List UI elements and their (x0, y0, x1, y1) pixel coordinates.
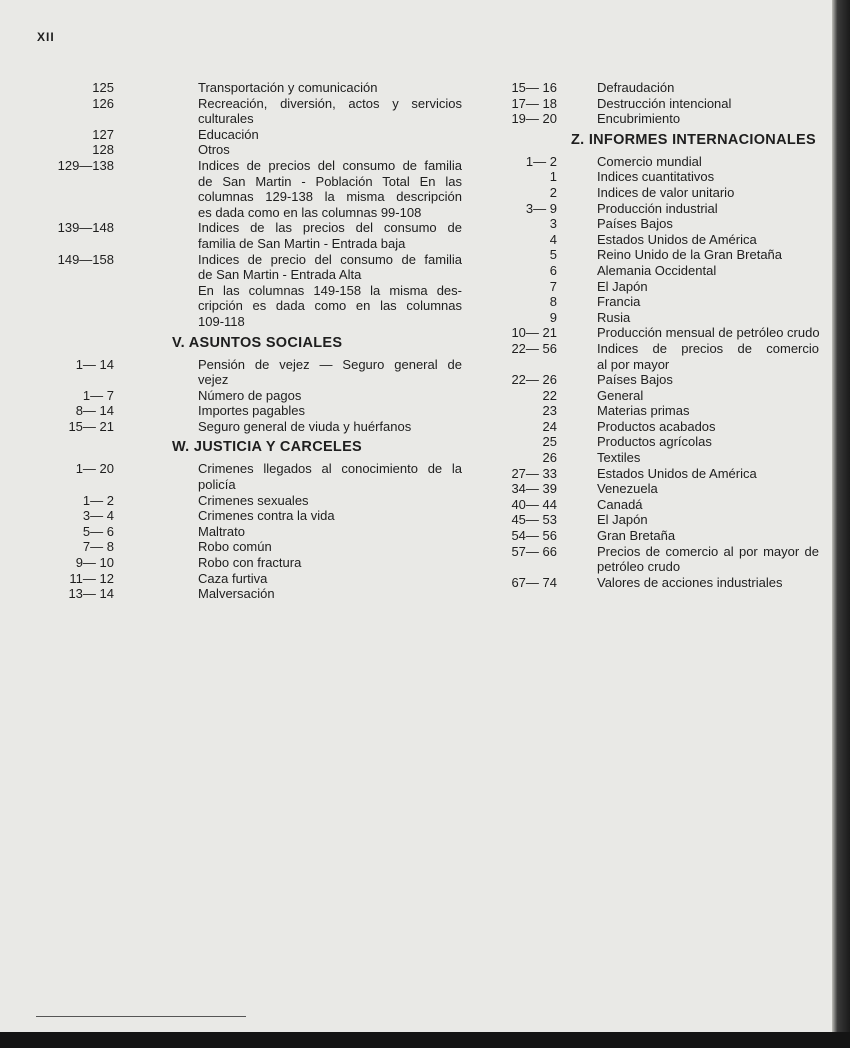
description-line: Otros (198, 142, 230, 158)
entry-description (198, 357, 462, 388)
entry-description (597, 247, 819, 263)
index-entry (40, 461, 462, 492)
column-range: 1 (549, 169, 557, 185)
description-line: En las columnas 149-158 la misma des- (198, 282, 462, 298)
description-line: cripción es dada como en las columnas (198, 298, 462, 314)
column-range: 57— 66 (511, 543, 557, 559)
entry-description (597, 185, 819, 201)
index-entry (500, 216, 819, 232)
entry-description (597, 310, 819, 326)
index-entry (40, 127, 462, 143)
entry-description (198, 508, 462, 524)
column-range: 10— 21 (511, 325, 557, 341)
description-line: Defraudación (597, 80, 675, 95)
column-range: 3— 9 (525, 200, 557, 216)
description-line: Francia (597, 294, 641, 310)
column-range: 8 (549, 294, 557, 310)
section-heading: V. ASUNTOS SOCIALES (172, 334, 343, 351)
description-line: Robo con fractura (198, 555, 302, 571)
column-range: 139—148 (57, 220, 114, 236)
description-line: al por mayor (597, 356, 670, 372)
description-line: Productos acabados (597, 418, 716, 434)
index-entry (500, 294, 819, 310)
entry-description (597, 96, 819, 112)
column-range: 1— 14 (75, 356, 114, 372)
index-entry (500, 111, 819, 127)
entry-description (597, 294, 819, 310)
entry-description (597, 80, 819, 96)
column-range: 3— 4 (82, 508, 114, 524)
entry-description (597, 201, 819, 217)
description-line: Indices de precios del consumo de familia (198, 157, 462, 173)
column-range: 128 (92, 142, 114, 158)
entry-description (198, 80, 462, 96)
column-range: 22— 56 (511, 340, 557, 356)
description-line: familia de San Martin - Entrada baja (198, 235, 406, 251)
column-range: 6 (549, 262, 557, 278)
entry-description (198, 127, 462, 143)
description-line: Crimenes contra la vida (198, 508, 335, 524)
index-column-right (500, 80, 819, 590)
index-entry (500, 466, 819, 482)
entry-description (597, 481, 819, 497)
description-line: Indices de precios de comercio (597, 340, 819, 356)
entry-description (597, 154, 819, 170)
description-line: Materias primas (597, 403, 690, 419)
description-line: columnas 129-138 la misma descripción (198, 189, 462, 205)
column-range: 2 (549, 184, 557, 200)
index-entry (40, 220, 462, 251)
index-entry (500, 388, 819, 404)
column-range: 22— 26 (511, 372, 557, 388)
description-line: Destrucción intencional (597, 95, 732, 111)
column-range: 23 (542, 403, 557, 419)
description-line: Productos agrícolas (597, 434, 712, 450)
scan-bottom-band (0, 1032, 850, 1048)
description-line: Estados Unidos de América (597, 465, 757, 481)
index-entry (500, 185, 819, 201)
description-line: Canadá (597, 496, 643, 512)
entry-description (597, 325, 819, 341)
entry-description (597, 169, 819, 185)
column-range: 129—138 (57, 157, 114, 173)
entry-description (597, 232, 819, 248)
description-line: Gran Bretaña (597, 528, 676, 544)
entry-description (597, 388, 819, 404)
entry-description (198, 571, 462, 587)
description-line: Producción industrial (597, 200, 718, 216)
description-line: Textiles (597, 450, 641, 466)
column-range: 1— 7 (82, 387, 114, 403)
column-range: 11— 12 (69, 570, 114, 586)
description-line: Indices de valor unitario (597, 184, 735, 200)
entry-description (597, 497, 819, 513)
column-range: 15— 16 (511, 80, 557, 95)
column-range: 22 (542, 387, 557, 403)
description-line: Comercio mundial (597, 153, 702, 169)
index-entry (500, 341, 819, 372)
page-edge-shadow (832, 0, 850, 1048)
description-line: Malversación (198, 586, 275, 602)
description-line: Pensión de vejez — Seguro general de (198, 356, 462, 372)
column-range: 125 (92, 80, 114, 95)
description-line: El Japón (597, 512, 648, 528)
description-line: petróleo crudo (597, 559, 681, 575)
description-line: Educación (198, 126, 259, 142)
column-range: 40— 44 (511, 496, 557, 512)
index-entry (500, 169, 819, 185)
index-entry (500, 310, 819, 326)
index-entry (500, 497, 819, 513)
description-line: de San Martin - Entrada Alta (198, 267, 362, 283)
column-range: 45— 53 (511, 512, 557, 528)
entry-description (597, 466, 819, 482)
column-range: 8— 14 (75, 403, 114, 419)
entry-description (198, 586, 462, 602)
index-entry (40, 357, 462, 388)
entry-description (597, 372, 819, 388)
entry-description (597, 419, 819, 435)
description-line: Caza furtiva (198, 570, 268, 586)
index-entry (40, 571, 462, 587)
description-line: Importes pagables (198, 403, 305, 419)
column-range: 7 (549, 278, 557, 294)
index-entry (500, 154, 819, 170)
description-line: culturales (198, 111, 254, 127)
index-entry (40, 158, 462, 220)
column-range: 127 (92, 126, 114, 142)
description-line: El Japón (597, 278, 648, 294)
entry-description (597, 544, 819, 575)
description-line: policía (198, 477, 236, 493)
entry-description (597, 450, 819, 466)
description-line: Producción mensual de petróleo crudo (597, 325, 820, 341)
index-entry (500, 434, 819, 450)
index-entry (40, 96, 462, 127)
description-line: 109-118 (198, 313, 245, 329)
column-range: 13— 14 (68, 586, 114, 602)
column-range: 7— 8 (82, 539, 114, 555)
description-line: Recreación, diversión, actos y servicios (198, 95, 462, 111)
index-entry (40, 403, 462, 419)
description-line: Valores de acciones industriales (597, 574, 783, 590)
entry-description (198, 461, 462, 492)
index-entry (500, 528, 819, 544)
footer-rule (36, 1016, 246, 1017)
index-column-left (40, 80, 462, 602)
column-range: 19— 20 (511, 111, 557, 127)
entry-description (198, 96, 462, 127)
entry-description (597, 575, 819, 591)
section-heading: Z. INFORMES INTERNACIONALES (571, 131, 816, 148)
entry-description (597, 434, 819, 450)
entry-description (198, 388, 462, 404)
column-range: 149—158 (57, 251, 114, 267)
description-line: Crimenes sexuales (198, 492, 309, 508)
index-entry (500, 279, 819, 295)
column-range (40, 283, 114, 330)
entry-description (198, 283, 462, 330)
index-entry (40, 493, 462, 509)
column-range: 17— 18 (511, 95, 557, 111)
description-line: Países Bajos (597, 216, 673, 232)
description-line: Crimenes llegados al conocimiento de la (198, 461, 462, 477)
column-range: 126 (92, 95, 114, 111)
entry-description (198, 252, 462, 283)
index-entry (500, 450, 819, 466)
description-line: Venezuela (597, 481, 658, 497)
entry-description (597, 111, 819, 127)
column-range: 1— 2 (82, 492, 114, 508)
entry-description (198, 220, 462, 251)
index-entry (500, 575, 819, 591)
entry-description (198, 403, 462, 419)
index-entry (500, 96, 819, 112)
column-range: 15— 21 (68, 418, 114, 434)
description-line: Maltrato (198, 523, 245, 539)
index-entry (500, 201, 819, 217)
index-entry (500, 419, 819, 435)
column-range: 9— 10 (75, 555, 114, 571)
description-line: Reino Unido de la Gran Bretaña (597, 247, 783, 263)
index-entry (40, 539, 462, 555)
description-line: Indices de precio del consumo de familia (198, 251, 462, 267)
column-range: 4 (549, 231, 557, 247)
entry-description (597, 263, 819, 279)
description-line: Robo común (198, 539, 272, 555)
column-range: 54— 56 (511, 528, 557, 544)
entry-description (597, 512, 819, 528)
column-range: 67— 74 (511, 574, 557, 590)
description-line: Alemania Occidental (597, 262, 717, 278)
column-range: 1— 2 (525, 153, 557, 169)
description-line: es dada como en las columnas 99-108 (198, 204, 422, 220)
description-line: Número de pagos (198, 387, 302, 403)
entry-description (198, 493, 462, 509)
entry-description (198, 419, 462, 435)
description-line: Precios de comercio al por mayor de (597, 543, 819, 559)
description-line: Encubrimiento (597, 111, 681, 127)
index-entry (500, 80, 819, 96)
entry-description (198, 524, 462, 540)
index-entry (500, 512, 819, 528)
page-number: XII (37, 30, 55, 44)
description-line: Seguro general de viuda y huérfanos (198, 418, 412, 434)
column-range: 9 (549, 309, 557, 325)
entry-description (198, 539, 462, 555)
entry-description (198, 158, 462, 220)
column-range: 34— 39 (511, 481, 557, 497)
index-entry (500, 247, 819, 263)
description-line: vejez (198, 372, 229, 388)
column-range: 5— 6 (82, 523, 114, 539)
index-entry (40, 586, 462, 602)
index-entry (40, 142, 462, 158)
description-line: Rusia (597, 309, 631, 325)
entry-description (597, 279, 819, 295)
column-range: 25 (542, 434, 557, 450)
description-line: Transportación y comunicación (198, 80, 378, 95)
description-line: Indices cuantitativos (597, 169, 715, 185)
description-line: General (597, 387, 644, 403)
index-entry (40, 508, 462, 524)
index-entry (40, 252, 462, 283)
description-line: Estados Unidos de América (597, 231, 757, 247)
index-entry (500, 325, 819, 341)
column-range: 27— 33 (511, 465, 557, 481)
index-entry (40, 388, 462, 404)
index-entry (500, 403, 819, 419)
column-range: 24 (542, 418, 557, 434)
index-entry (40, 555, 462, 571)
entry-description (198, 555, 462, 571)
index-entry (40, 419, 462, 435)
entry-description (198, 142, 462, 158)
index-entry (500, 372, 819, 388)
entry-description (597, 528, 819, 544)
column-range: 1— 20 (75, 461, 114, 477)
index-entry (500, 481, 819, 497)
index-entry (500, 544, 819, 575)
column-range: 5 (549, 247, 557, 263)
index-entry (500, 232, 819, 248)
column-range: 3 (549, 216, 557, 232)
index-entry (40, 283, 462, 330)
entry-description (597, 216, 819, 232)
description-line: Indices de las precios del consumo de (198, 220, 462, 236)
description-line: de San Martin - Población Total En las (198, 173, 462, 189)
description-line: Países Bajos (597, 372, 673, 388)
index-entry (40, 524, 462, 540)
section-heading: W. JUSTICIA Y CARCELES (172, 439, 363, 456)
index-entry (500, 263, 819, 279)
column-range: 26 (542, 450, 557, 466)
index-entry (40, 80, 462, 96)
entry-description (597, 403, 819, 419)
entry-description (597, 341, 819, 372)
